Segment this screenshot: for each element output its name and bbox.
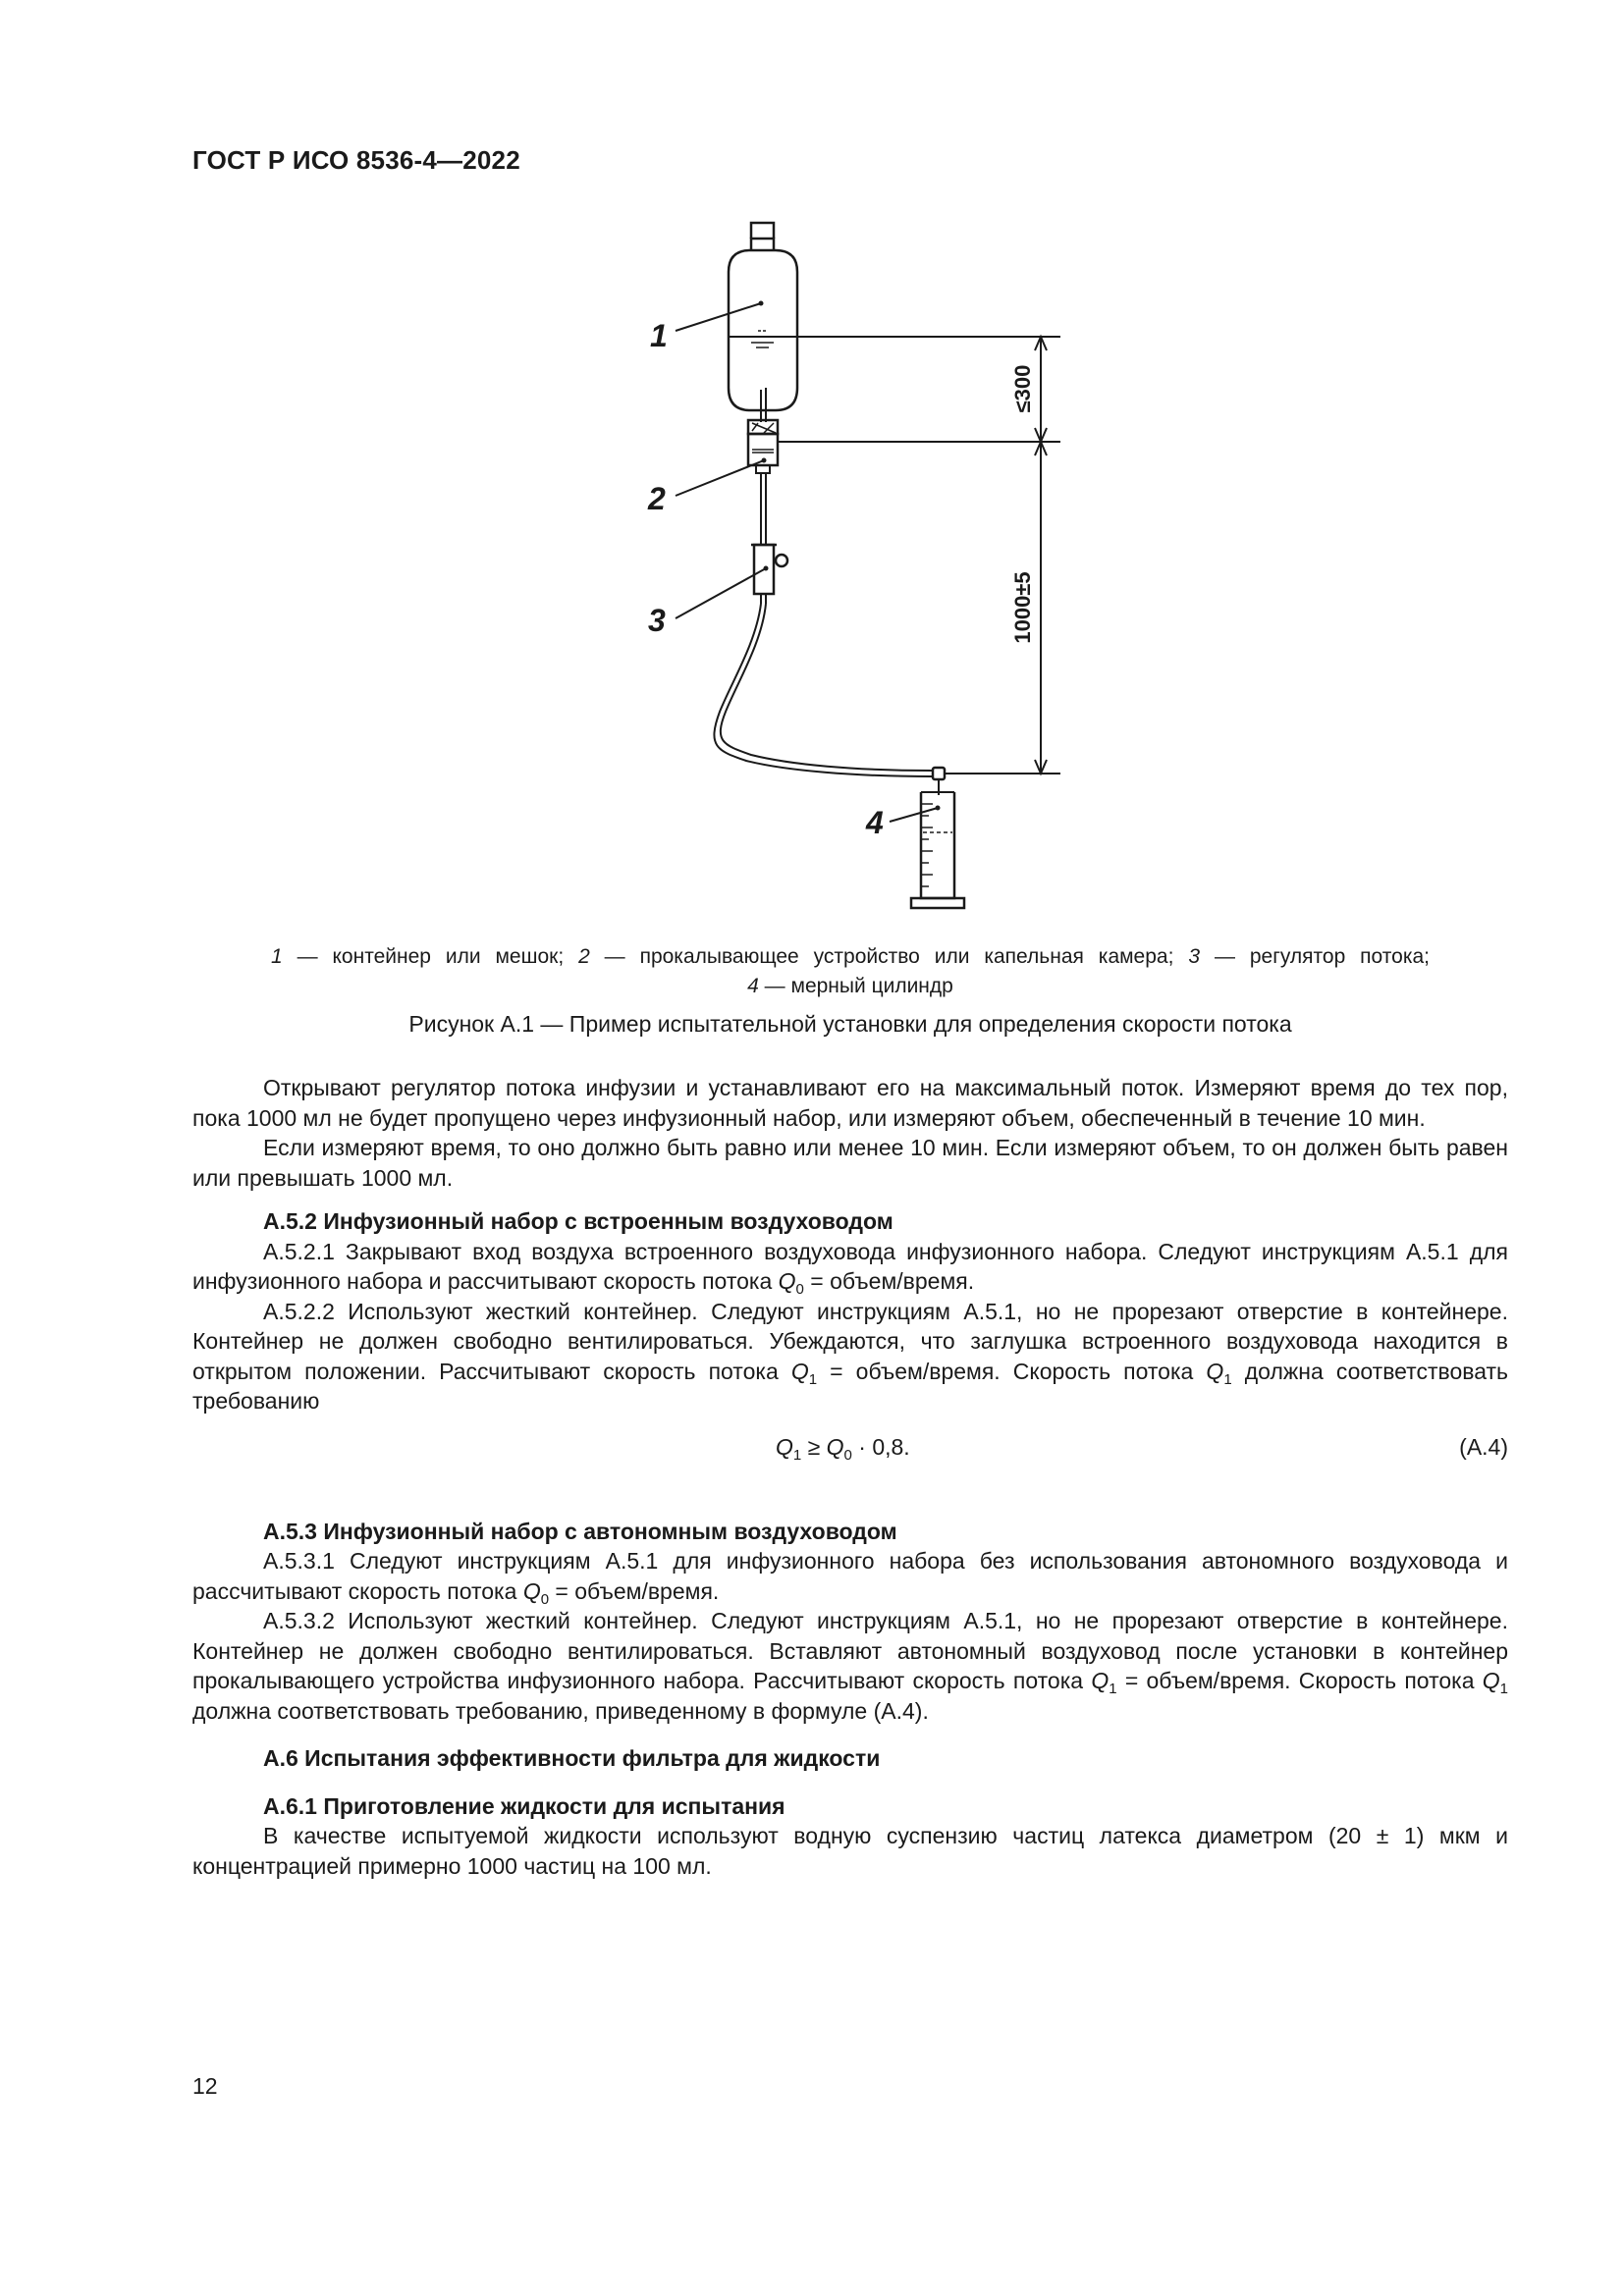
legend-text: — контейнер или мешок; bbox=[282, 945, 579, 968]
legend-number: 4 bbox=[747, 975, 759, 997]
section-heading-a61: А.6.1 Приготовление жидкости для испытания bbox=[263, 1792, 785, 1819]
section-heading-a6: А.6 Испытания эффективности фильтра для жидкости bbox=[263, 1745, 881, 1771]
formula-number: (А.4) bbox=[1459, 1433, 1508, 1460]
legend-text: — регулятор потока; bbox=[1200, 945, 1430, 968]
legend-number: 1 bbox=[271, 945, 283, 968]
legend-text: — мерный цилиндр bbox=[758, 975, 953, 997]
formula-a4 bbox=[192, 1432, 1508, 1503]
dimension-label-1000: 1000±5 bbox=[1010, 571, 1035, 644]
formula-expression: $Q_1 \ge Q_0 \cdot 0,8$. bbox=[776, 1433, 910, 1464]
paragraph-a531: А.5.3.1 Следуют инструкциям А.5.1 для инфузионного набора без использования автономного воздуховода и рассчитывают скорость потока $Q_0$ = объем/время. bbox=[192, 1548, 1508, 1608]
legend-number: 3 bbox=[1188, 945, 1201, 968]
figure-a1 bbox=[609, 221, 1100, 928]
regulator-wheel bbox=[776, 555, 787, 566]
page-number: 12 bbox=[192, 2073, 218, 2099]
legend-text: — прокалывающее устройство или капельная камера; bbox=[589, 945, 1189, 968]
legend-line-1 bbox=[192, 942, 1508, 972]
paragraph: Если измеряют время, то оно должно быть равно или менее 10 мин. Если измеряют объем, то он должен быть равен или превышать 1000 мл. bbox=[192, 1135, 1508, 1191]
figure-label-4: 4 bbox=[866, 805, 884, 840]
dimension-label-300: ≤300 bbox=[1010, 364, 1035, 413]
section-heading-a53: А.5.3 Инфузионный набор с автономным воздуховодом bbox=[263, 1518, 897, 1544]
paragraph-a522: А.5.2.2 Используют жесткий контейнер. Следуют инструкциям А.5.1, но не прорезают отверстие в контейнере. Контейнер не должен свободно вентилироваться. Убеждаются, что заглушка встроенного воздуховода находится в открытом положении. Рассчитывают скорость потока $Q_1$ = объем/время. Скорость потока $Q_1$ должна соответствовать требованию bbox=[192, 1298, 1509, 1414]
paragraph-a61: В качестве испытуемой жидкости используют водную суспензию частиц латекса диаметром (20 ± 1) мкм и концентрацией примерно 1000 частиц на 100 мл. bbox=[192, 1823, 1508, 1879]
infusion-tubing bbox=[714, 604, 933, 776]
main-text bbox=[192, 1073, 1508, 1881]
figure-label-3: 3 bbox=[648, 603, 666, 638]
paragraph: Открывают регулятор потока инфузии и устанавливают его на максимальный поток. Измеряют время до тех пор, пока 1000 мл не будет пропущено через инфузионный набор, или измеряют объем, обеспеченный в течение 10 мин. bbox=[192, 1075, 1508, 1131]
test-setup-diagram bbox=[609, 221, 1100, 928]
figure-label-1: 1 bbox=[650, 318, 668, 353]
section-heading-a52: А.5.2 Инфузионный набор с встроенным воздуховодом bbox=[263, 1208, 893, 1234]
container-neck bbox=[751, 223, 774, 239]
paragraph-a521: А.5.2.1 Закрывают вход воздуха встроенного воздуховода инфузионного набора. Следуют инструкциям А.5.1 для инфузионного набора и рассчитывают скорость потока $Q_0$ = объем/время. bbox=[192, 1238, 1508, 1298]
legend-number: 2 bbox=[578, 945, 590, 968]
figure-caption: Рисунок А.1 — Пример испытательной установки для определения скорости потока bbox=[408, 1011, 1292, 1037]
legend-line-2 bbox=[192, 972, 1508, 1001]
document-header: ГОСТ Р ИСО 8536-4—2022 bbox=[192, 145, 520, 175]
figure-legend bbox=[192, 942, 1508, 1001]
paragraph-a532: А.5.3.2 Используют жесткий контейнер. Следуют инструкциям А.5.1, но не прорезают отверстие в контейнере. Контейнер не должен свободно вентилироваться. Вставляют автономный воздуховод после установки в контейнер прокалывающего устройства инфузионного набора. Рассчитывают скорость потока $Q_1$ = объем/время. Скорость потока $Q_1$ должна соответствовать требованию, приведенному в формуле (А.4). bbox=[192, 1608, 1509, 1724]
figure-label-2: 2 bbox=[648, 481, 666, 516]
